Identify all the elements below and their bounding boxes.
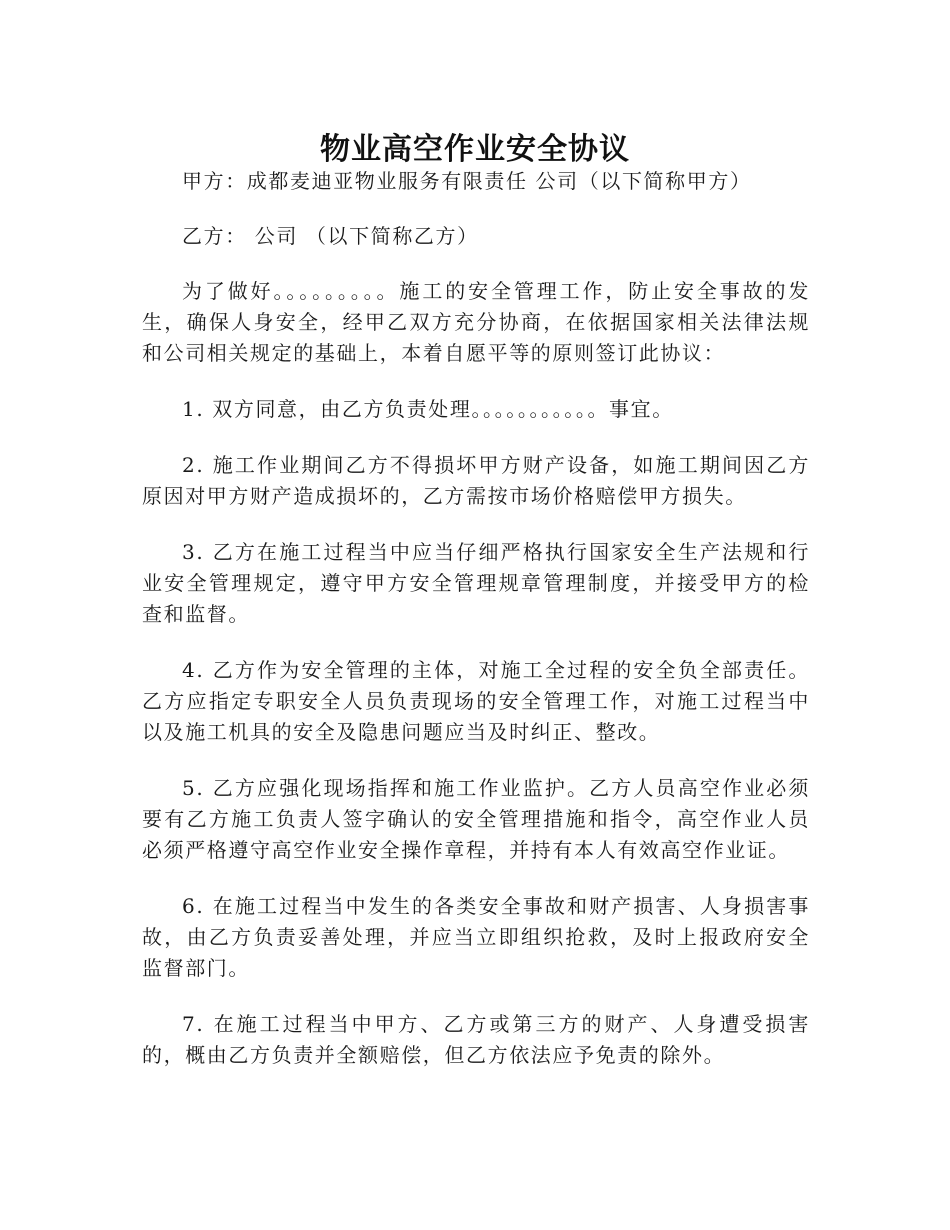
clause-6: 6. 在施工过程当中发生的各类安全事故和财产损害、人身损害事故，由乙方负责妥善处理，并应当立即组织抢救，及时上报政府安全监督部门。 bbox=[142, 894, 810, 980]
clause-3: 3. 乙方在施工过程当中应当仔细严格执行国家安全生产法规和行业安全管理规定，遵守甲方安全管理规章管理制度，并接受甲方的检查和监督。 bbox=[142, 540, 810, 626]
document-body bbox=[142, 166, 810, 1096]
intro-paragraph: 为了做好。。。。。。。。。施工的安全管理工作，防止安全事故的发生，确保人身安全，经甲乙双方充分协商，在依据国家相关法律法规和公司相关规定的基础上，本着自愿平等的原则签订此协议： bbox=[142, 279, 810, 365]
party-a-line: 甲方：成都麦迪亚物业服务有限责任 公司（以下简称甲方） bbox=[182, 169, 752, 193]
clause-2: 2. 施工作业期间乙方不得损坏甲方财产设备，如施工期间因乙方原因对甲方财产造成损坏的，乙方需按市场价格赔偿甲方损失。 bbox=[142, 453, 810, 508]
party-b-line: 乙方： 公司 （以下简称乙方） bbox=[182, 224, 479, 248]
clause-4: 4. 乙方作为安全管理的主体，对施工全过程的安全负全部责任。乙方应指定专职安全人员负责现场的安全管理工作，对施工过程当中以及施工机具的安全及隐患问题应当及时纠正、整改。 bbox=[142, 658, 810, 744]
clause-7: 7. 在施工过程当中甲方、乙方或第三方的财产、人身遭受损害的，概由乙方负责并全额赔偿，但乙方依法应予免责的除外。 bbox=[142, 1012, 810, 1067]
clause-5: 5. 乙方应强化现场指挥和施工作业监护。乙方人员高空作业必须要有乙方施工负责人签字确认的安全管理措施和指令，高空作业人员必须严格遵守高空作业安全操作章程，并持有本人有效高空作业证。 bbox=[142, 776, 810, 862]
document-title: 物业高空作业安全协议 bbox=[320, 132, 630, 168]
clause-1: 1. 双方同意，由乙方负责处理。。。。。。。。。。。事宜。 bbox=[182, 397, 674, 421]
